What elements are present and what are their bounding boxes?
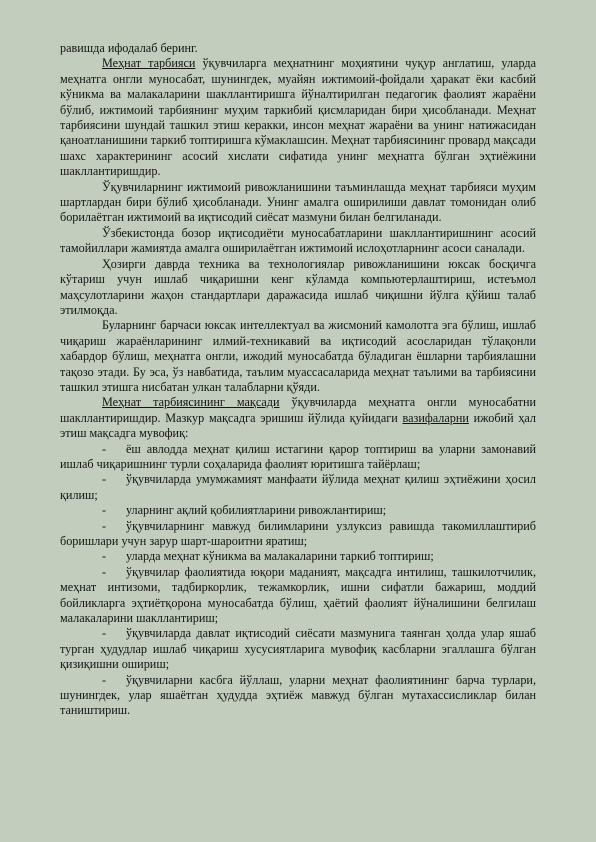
paragraph-text: ўқувчиларга меҳнатнинг моҳиятини чуқур англатиш, уларда меҳнатга онгли муносабат, шунингдек, муайян ижтимоий-фойдали ҳаракат ёки касбий кўникма ва малакаларини шакллантиришга йўналтирилган педагогик фаолият жараёни бўлиб, ижтимоий тарбиянинг муҳим таркибий қисмларидан бири ҳисобланади. Меҳнат тарбиясини шундай ташкил этиш керакки, инсон меҳнат жараёни ва унинг натижасидан қаноатланишини таркиб топтиришга кўмаклашсин. Меҳнат тарбиясининг провард мақсади шахс характерининг асосий хислати сифатида унинг меҳнатга бўлган эҳтиёжини шакллантиришдир. xyxy=(60,56,536,179)
list-item-text: ўқувчилар фаолиятида юқори маданият, мақсадга интилиш, ташкилотчилик, меҳнат интизоми, тадбиркорлик, тежамкорлик, ишни сифатли бажариш, моддий бойликларга эҳтиётқорона муносабатда бўлиш, ҳаётий фаолият йўналишини белгилаш малакаларини шакллантириш; xyxy=(60,564,536,626)
paragraph-social-development xyxy=(60,180,536,226)
list-item-text: уларнинг ақлий қобилиятларини ривожлантириш; xyxy=(126,503,387,518)
list-item xyxy=(60,472,536,503)
list-item xyxy=(60,519,536,550)
list-item xyxy=(60,673,536,719)
list-item-text: ўқувчиларда давлат иқтисодий сиёсати мазмунига таянган ҳолда улар яшаб турган ҳудудлар ишлаб чиқариш хусусиятларига мувофиқ касбларни эгаллашга бўлган қизиқишни ошириш; xyxy=(60,626,536,672)
paragraph-technology xyxy=(60,257,536,319)
list-dash: - xyxy=(102,672,107,687)
list-item-text: уларда меҳнат кўникма ва малакаларини таркиб топтириш; xyxy=(126,549,434,564)
list-item-text: ўқувчиларнинг мавжуд билимларини узлуксиз равишда такомиллаштириб боришлари учун зарур шарт-шароитни яратиш; xyxy=(60,518,536,548)
list-item-text: ёш авлодда меҳнат қилиш истагини қарор топтириш ва уларни замонавий ишлаб чиқаришнинг турли соҳаларида фаолият юритишга тайёрлаш; xyxy=(60,441,536,471)
list-item xyxy=(60,549,536,564)
paragraph-labor-education-definition xyxy=(60,56,536,179)
underlined-term: Меҳнат тарбияси xyxy=(102,56,196,71)
list-item-text: ўқувчиларда умумжамият манфаати йўлида меҳнат қилиш эҳтиёжини ҳосил қилиш; xyxy=(60,472,536,502)
list-item-text: ўқувчиларни касбга йўллаш, уларни меҳнат фаолиятининг барча турлари, шунингдек, улар яшаётган ҳудудда эҳтиёж мавжуд бўлган мутахассисликлар билан таништириш. xyxy=(60,672,536,718)
list-dash: - xyxy=(102,626,107,641)
paragraph-text: Ўзбекистонда бозор иқтисодиёти муносабатларини шакллантиришнинг асосий тамойиллари жамиятда амалга оширилаётган ижтимоий ислоҳотларнинг асоси саналади. xyxy=(60,225,536,256)
underlined-term: Меҳнат тарбиясининг мақсади xyxy=(102,395,280,410)
list-item xyxy=(60,503,536,518)
list-dash: - xyxy=(102,472,107,487)
paragraph-text: Ўқувчиларнинг ижтимоий ривожланишини таъминлашда меҳнат тарбияси муҳим шартлардан бири бўлиб ҳисобланади. Унинг амалга оширилиши давлат томонидан олиб борилаётган ижтимоий ва иқтисодий сиёсат мазмуни билан белгиланади. xyxy=(60,179,536,225)
list-dash: - xyxy=(102,441,107,456)
paragraph-requirements xyxy=(60,318,536,395)
paragraph-goal xyxy=(60,395,536,441)
paragraph-text: Ҳозирги даврда техника ва технологиялар ривожланишини юксак босқичга кўтариш учун ишлаб чиқаришни кенг кўламда компьютерлаштириш, истеъмол маҳсулотларини жаҳон стандартлари даражасида ишлаб чиқишни йўлга қўйиш талаб этилмоқда. xyxy=(60,256,536,317)
list-dash: - xyxy=(102,518,107,533)
list-dash: - xyxy=(102,503,107,518)
paragraph-text: ўқувчиларда меҳнатга онгли муносабатни шакллантиришдир. Мазкур мақсадга эришиш йўлида қуйидаги xyxy=(60,395,536,425)
list-item xyxy=(60,442,536,473)
paragraph-text: равишда ифодалаб беринг. xyxy=(60,41,198,55)
paragraph-text-end: ижобий ҳал этиш мақсадга мувофиқ: xyxy=(60,410,537,441)
paragraph-text: Буларнинг барчаси юксак интеллектуал ва жисмоний камолотга эга бўлиш, ишлаб чиқариш жараёнларининг илмий-техникавий ва иқтисодий асосларидан тўлақонли хабардор бўлиш, меҳнатга онгли, ижодий муносабатда бўладиган ёшларни тарбиялашни тақозо этади. Бу эса, ўз навбатида, таълим муассасаларида меҳнат таълими ва тарбиясини ташкил этишга нисбатан улкан талабларни қўяди. xyxy=(60,318,536,394)
list-item xyxy=(60,565,536,627)
paragraph-intro xyxy=(60,41,536,56)
underlined-term-tasks: вазифаларни xyxy=(402,410,469,425)
list-dash: - xyxy=(102,564,107,579)
list-dash: - xyxy=(102,549,107,564)
paragraph-market-economy xyxy=(60,226,536,257)
list-item xyxy=(60,626,536,672)
